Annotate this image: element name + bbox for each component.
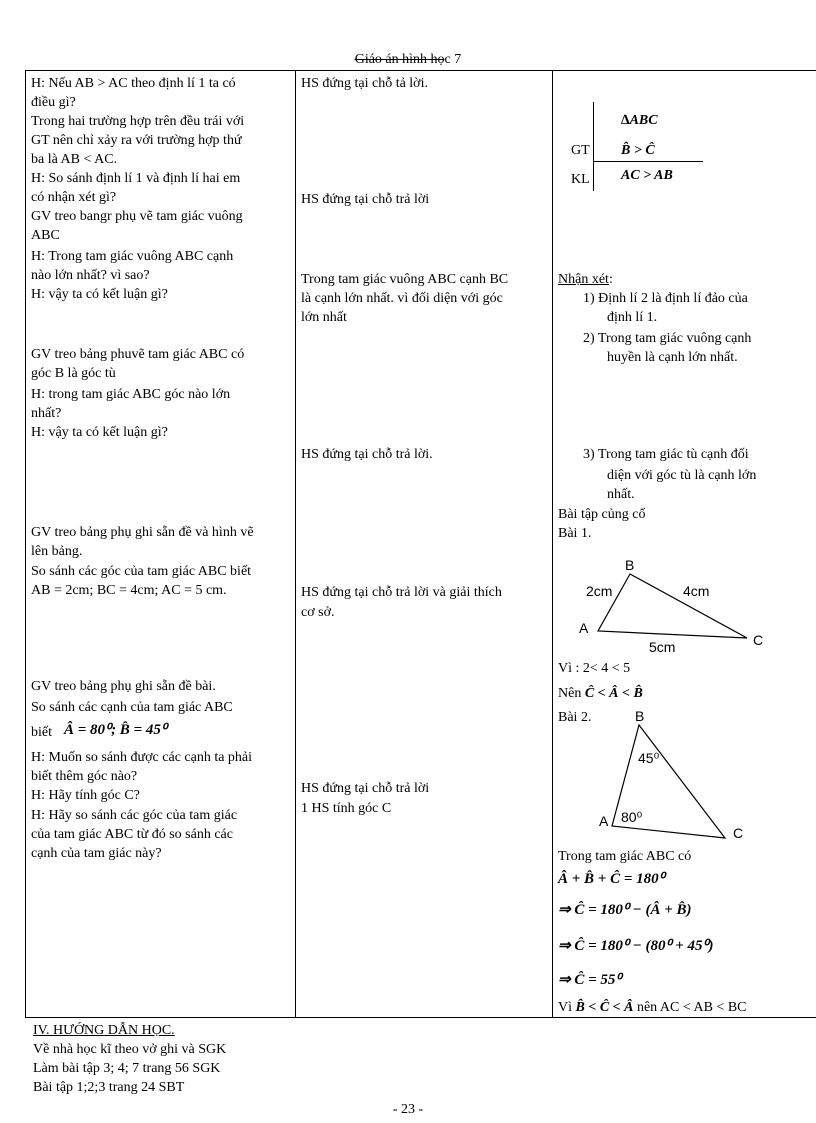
col1-line: H: Trong tam giác vuông ABC cạnh (31, 249, 234, 264)
homework-line: Bài tập 1;2;3 trang 24 SBT (33, 1080, 185, 1095)
col1-line: của tam giác ABC từ đó so sánh các (31, 827, 233, 842)
exercise-2-label: Bài 2. (558, 710, 592, 725)
col1-line: So sánh các góc của tam giác ABC biết (31, 564, 252, 579)
col1-line: biết thêm góc nào? (31, 769, 138, 784)
exercise-heading: Bài tập củng cố (558, 507, 646, 522)
col1-line: điều gì? (31, 95, 76, 110)
fig1-vertex-b: B (625, 557, 635, 573)
fig2-vertex-c: C (733, 825, 744, 841)
col1-line: H: So sánh định lí 1 và định lí hai em (31, 171, 241, 186)
remark-item: diện với góc tù là cạnh lớn (607, 468, 757, 483)
col1-line: góc B là góc tù (31, 366, 116, 381)
because-label-2: Vì (558, 1000, 572, 1015)
col2-line: HS đứng tại chỗ tả lời. (301, 76, 428, 91)
gt-label: GT (571, 143, 590, 158)
col1-line: GV treo bangr phụ vẽ tam giác vuông (31, 209, 243, 224)
col1-line: Trong hai trường hợp trên đều trái với (31, 114, 245, 129)
triangle-1-shape (598, 574, 747, 638)
nhan-xet-colon: : (608, 272, 613, 287)
kl-math: AC > AB (621, 168, 673, 183)
remark-item: huyền là cạnh lớn nhất. (607, 350, 738, 365)
gt-kl-vertical-line (593, 102, 594, 191)
col1-line: GV treo bảng phụ ghi sẵn đề và hình vẽ (31, 525, 254, 540)
student-column (296, 71, 553, 1018)
col1-line: nhất? (31, 406, 62, 421)
gt-kl-horizontal-line (593, 161, 703, 162)
homework-line: Làm bài tập 3; 4; 7 trang 56 SGK (33, 1061, 221, 1076)
fig2-vertex-b: B (635, 708, 645, 724)
conclusion-line (558, 998, 747, 1017)
col1-line: ba là AB < AC. (31, 152, 118, 167)
fig2-angle-b: 45⁰ (638, 750, 660, 766)
remark-item: định lí 1. (607, 310, 658, 325)
remark-item: 3) Trong tam giác tù cạnh đối (583, 447, 749, 462)
fig1-vertex-a: A (579, 620, 589, 636)
angle-values-math: Â = 80⁰; B̂ = 45⁰ (64, 722, 167, 738)
col1-line: H: vậy ta có kết luận gì? (31, 425, 168, 440)
col1-line: H: Hãy tính góc C? (31, 788, 140, 803)
remark-item: 2) Trong tam giác vuông cạnh (583, 331, 752, 346)
col2-line: là cạnh lớn nhất. vì đối diện với góc (301, 291, 503, 306)
triangle-abc: ∆ABC (621, 113, 658, 128)
homework-section (33, 1021, 226, 1097)
fig1-side-bc: 4cm (683, 583, 710, 599)
homework-line: Về nhà học kĩ theo vở ghi và SGK (33, 1042, 227, 1057)
col2-line: lớn nhất (301, 310, 347, 325)
equation-1: Â + B̂ + Ĉ = 180⁰ (558, 871, 665, 887)
col2-line: HS đứng tại chỗ trả lời (301, 781, 430, 796)
angle-order-math: B̂ < Ĉ < Â (575, 1000, 634, 1015)
triangle-figure-2 (553, 705, 816, 845)
teacher-column (26, 71, 296, 1018)
header-title-struck: Giáo án hình họ (354, 52, 445, 67)
equation-2: ⇒ Ĉ = 180⁰ − (Â + B̂) (558, 902, 692, 918)
equation-4: ⇒ Ĉ = 55⁰ (558, 972, 622, 988)
col1-line: GT nên chỉ xảy ra với trường hợp thứ (31, 133, 242, 148)
col2-line: Trong tam giác vuông ABC cạnh BC (301, 272, 509, 287)
col2-line: cơ sở. (301, 605, 335, 620)
remark-item: 1) Định lí 2 là định lí đảo của (583, 291, 748, 306)
col1-line: lên bảng. (31, 544, 83, 559)
remark-item: nhất. (607, 487, 635, 502)
col1-line: H: vậy ta có kết luận gì? (31, 287, 168, 302)
fig1-vertex-c: C (753, 632, 764, 648)
nhan-xet-heading (558, 270, 613, 289)
exercise-1-label: Bài 1. (558, 526, 592, 541)
therefore-label: Nên (558, 686, 582, 701)
fig2-vertex-a: A (599, 813, 609, 829)
col1-line: biết (31, 725, 52, 740)
in-triangle-text: Trong tam giác ABC có (558, 849, 692, 864)
col2-line: HS đứng tại chỗ trả lời (301, 192, 430, 207)
fig1-side-ac: 5cm (649, 639, 676, 653)
because-line-1: Vì : 2< 4 < 5 (558, 661, 631, 676)
col2-line: HS đứng tại chỗ trả lời. (301, 447, 433, 462)
lesson-table (25, 70, 816, 1018)
page-number: - 23 - (392, 1102, 424, 1117)
fig2-angle-a: 80⁰ (621, 809, 643, 825)
homework-heading: IV. HƯỚNG DẪN HỌC. (33, 1023, 175, 1038)
therefore-math: Ĉ < Â < B̂ (584, 686, 643, 701)
col1-line: ABC (31, 228, 60, 243)
col1-line: H: Hãy so sánh các góc của tam giác (31, 808, 238, 823)
col1-line: H: Muốn so sánh được các cạnh ta phải (31, 750, 253, 765)
board-column (553, 71, 816, 1018)
col1-line: AB = 2cm; BC = 4cm; AC = 5 cm. (31, 583, 227, 598)
triangle-figure-1 (553, 553, 816, 653)
col1-line: cạnh của tam giác này? (31, 846, 162, 861)
col1-line: nào lớn nhất? vì sao? (31, 268, 150, 283)
nhan-xet-label: Nhận xét (558, 272, 609, 287)
col2-line: 1 HS tính góc C (301, 801, 392, 816)
gt-math: B̂ > Ĉ (621, 143, 655, 158)
col2-line: HS đứng tại chỗ trả lời và giải thích (301, 585, 502, 600)
header-title-rest: c 7 (444, 52, 462, 67)
col1-line: có nhận xét gì? (31, 190, 117, 205)
col1-line: GV treo bảng phụ ghi sẵn đề bài. (31, 679, 216, 694)
fig1-side-ab: 2cm (586, 583, 613, 599)
col1-line: H: trong tam giác ABC góc nào lớn (31, 387, 231, 402)
side-order-text: nên AC < AB < BC (636, 1000, 747, 1015)
col1-line: So sánh các cạnh của tam giác ABC (31, 700, 233, 715)
col1-line: GV treo bảng phuvẽ tam giác ABC có (31, 347, 245, 362)
therefore-line-1 (558, 684, 643, 703)
page-header (0, 52, 816, 68)
col1-line: H: Nếu AB > AC theo định lí 1 ta có (31, 76, 236, 91)
kl-label: KL (571, 172, 590, 187)
equation-3: ⇒ Ĉ = 180⁰ − (80⁰ + 45⁰) (558, 938, 714, 954)
